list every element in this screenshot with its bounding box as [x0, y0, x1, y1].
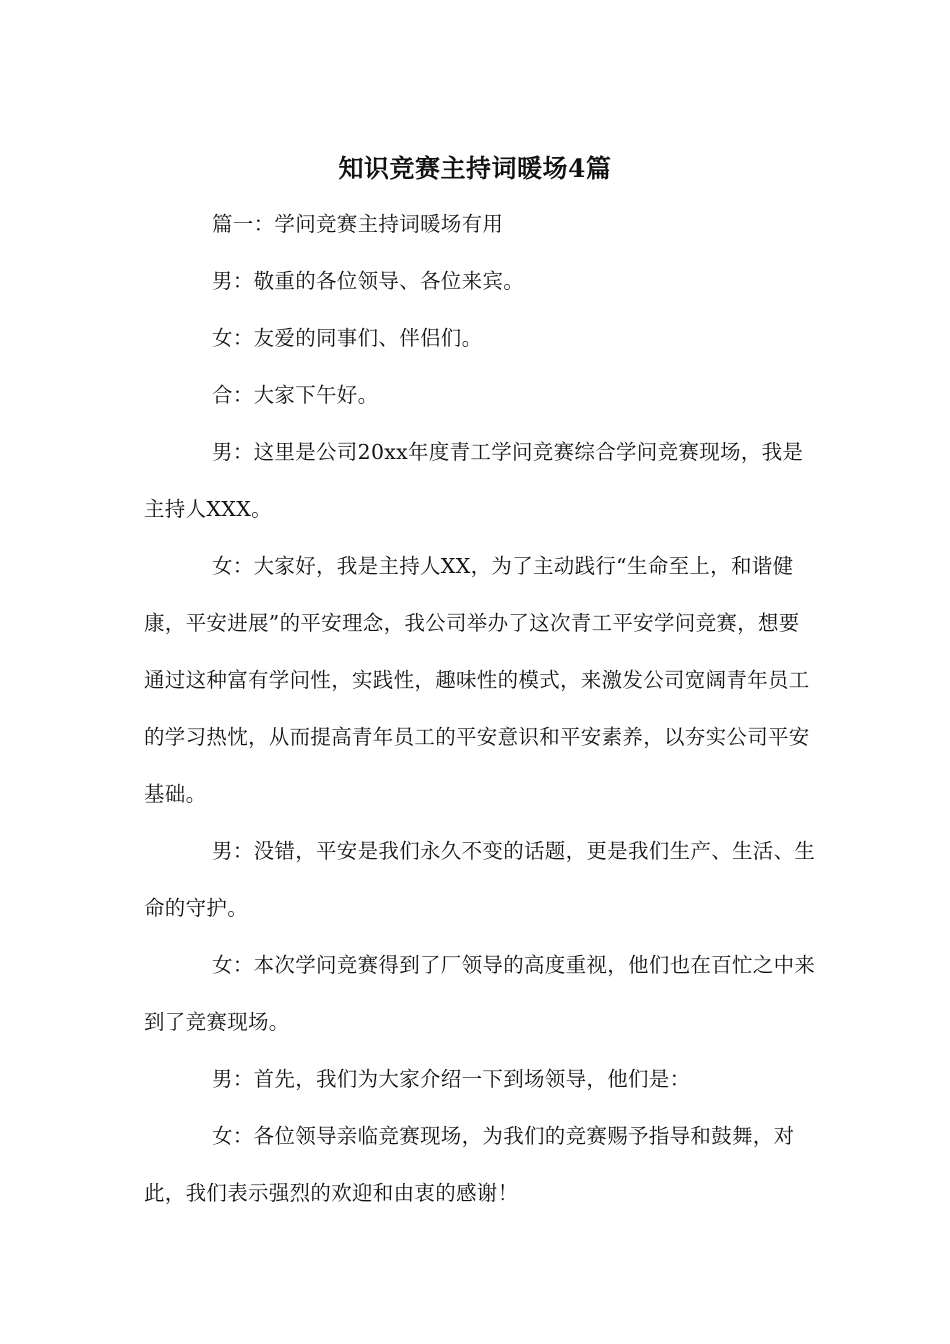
paragraph-female-leaders: 女：本次学问竞赛得到了厂领导的高度重视，他们也在百忙之中来到了竞赛现场。: [144, 953, 816, 1034]
document-body: [144, 196, 816, 1222]
paragraph-together-greeting: 合：大家下午好。: [212, 383, 379, 407]
paragraph-male-safety: 男：没错，平安是我们永久不变的话题，更是我们生产、生活、生命的守护。: [144, 839, 816, 920]
paragraph-male-intro: 男：这里是公司20xx年度青工学问竞赛综合学问竞赛现场，我是主持人XXX。: [144, 440, 804, 521]
paragraph-female-intro: 女：大家好，我是主持人XX，为了主动践行“生命至上，和谐健康，平安进展”的平安理念，我公司举办了这次青工平安学问竞赛，想要通过这种富有学问性，实践性，趣味性的模式，来激发公司宽阔青年员工的学习热忱，从而提高青年员工的平安意识和平安素养，以夯实公司平安基础。: [144, 554, 810, 806]
paragraph-female-thanks: 女：各位领导亲临竞赛现场，为我们的竞赛赐予指导和鼓舞，对此，我们表示强烈的欢迎和由衷的感谢！: [144, 1124, 795, 1205]
paragraph-male-greeting: 男：敬重的各位领导、各位来宾。: [212, 269, 524, 293]
paragraph-female-greeting: 女：友爱的同事们、伴侣们。: [212, 326, 483, 350]
paragraph-section-heading: 篇一：学问竞赛主持词暖场有用: [212, 212, 504, 236]
paragraph-male-introduce-leaders: 男：首先，我们为大家介绍一下到场领导，他们是：: [212, 1067, 691, 1091]
page-title: 知识竞赛主持词暖场4篇: [338, 153, 612, 183]
